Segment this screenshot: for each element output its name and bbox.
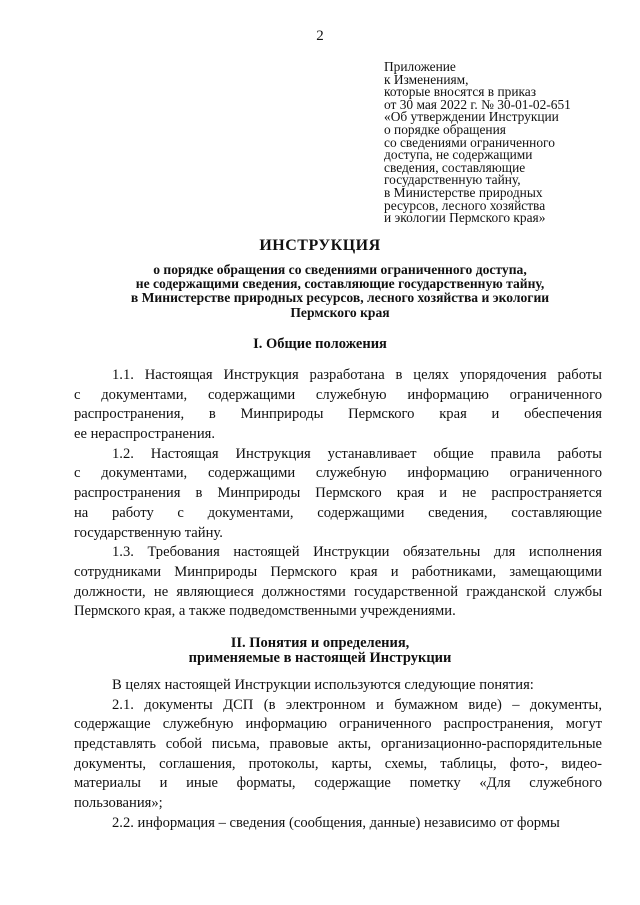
- section-heading-line: I. Общие положения: [253, 336, 387, 352]
- appendix-line: государственную тайну,: [384, 172, 521, 188]
- paragraph-line: на работу с документами, содержащими сведения, составляющие: [74, 504, 602, 521]
- appendix-line: «Об утверждении Инструкции: [384, 109, 559, 125]
- subtitle-line: Пермского края: [290, 304, 390, 320]
- appendix-block: [384, 61, 624, 225]
- paragraph-line: 2.2. информация – сведения (сообщения, данные) независимо от формы: [112, 814, 560, 831]
- paragraph-line: распространения в Минприроды Пермского края и не распространяется: [74, 485, 602, 502]
- section-heading-line: II. Понятия и определения,: [230, 635, 410, 651]
- paragraph-line: государственную тайну.: [74, 524, 223, 541]
- paragraph-line: 1.1. Настоящая Инструкция разработана в целях упорядочения работы: [112, 367, 602, 383]
- appendix-line: Приложение: [384, 59, 456, 74]
- subtitle-line: в Министерстве природных ресурсов, лесного хозяйства и экологии: [130, 290, 550, 306]
- paragraph-line: пользования»;: [74, 795, 163, 812]
- paragraph-line: материалы и иные форматы, содержащие пометку «Для служебного: [74, 775, 602, 792]
- paragraph-line: документы, соглашения, протоколы, карты, схемы, таблицы, фото-, видео-: [74, 755, 602, 772]
- paragraph-line: В целях настоящей Инструкции используются следующие понятия:: [112, 677, 534, 693]
- paragraph: [79, 676, 602, 696]
- document-subtitle: [60, 263, 620, 320]
- appendix-line: к Изменениям,: [384, 71, 469, 87]
- appendix-line: доступа, не содержащими: [384, 147, 533, 163]
- paragraph-line: 1.3. Требования настоящей Инструкции обязательны для исполнения: [112, 544, 602, 561]
- paragraph-line: представлять собой письма, правовые акты, организационно-распорядительные: [74, 736, 602, 753]
- paragraph-line: 1.2. Настоящая Инструкция устанавливает общие правила работы: [112, 445, 602, 462]
- section-heading-line: применяемые в настоящей Инструкции: [188, 650, 452, 666]
- paragraph-line: с документами, содержащими служебную информацию ограниченного: [74, 465, 602, 482]
- paragraph-line: распространения, в Минприроды Пермского края и обеспечения: [74, 406, 602, 423]
- subtitle-line: не содержащими сведения, составляющие государственную тайну,: [135, 276, 545, 292]
- page-number: 2: [316, 28, 324, 44]
- section-2-body: [74, 676, 602, 834]
- appendix-line: в Министерстве природных: [384, 184, 543, 200]
- paragraph: [74, 445, 602, 543]
- section-1-body: [74, 366, 602, 622]
- appendix-line: и экологии Пермского края»: [384, 210, 546, 226]
- paragraph-line: содержащие служебную информацию ограниченного распространения, могут: [74, 716, 602, 733]
- paragraph-line: сотрудниками Минприроды Пермского края и работниками, замещающими: [74, 563, 602, 580]
- paragraph: [74, 366, 602, 445]
- appendix-line: со сведениями ограниченного: [384, 134, 555, 150]
- paragraph-line: с документами, содержащими служебную информацию ограниченного: [74, 386, 602, 403]
- paragraph-line: Пермского края, а также подведомственными учреждениями.: [74, 603, 456, 620]
- appendix-line: которые вносятся в приказ: [384, 84, 537, 100]
- section-2-heading: [40, 636, 600, 666]
- subtitle-line: о порядке обращения со сведениями ограниченного доступа,: [153, 262, 527, 277]
- paragraph-line: должности, не являющиеся должностями государственной гражданской службы: [74, 583, 602, 600]
- appendix-line: сведения, составляющие: [384, 159, 526, 175]
- paragraph-line: ее нераспространения.: [74, 426, 215, 443]
- appendix-line: ресурсов, лесного хозяйства: [384, 197, 546, 213]
- paragraph-line: 2.1. документы ДСП (в электронном и бумажном виде) – документы,: [112, 696, 602, 713]
- paragraph: [74, 696, 602, 814]
- section-1-heading: [40, 337, 600, 352]
- appendix-line: о порядке обращения: [384, 121, 506, 137]
- paragraph: [79, 814, 602, 834]
- appendix-line: от 30 мая 2022 г. № 30-01-02-651: [384, 96, 571, 112]
- document-title: ИНСТРУКЦИЯ: [259, 237, 381, 254]
- paragraph: [74, 543, 602, 622]
